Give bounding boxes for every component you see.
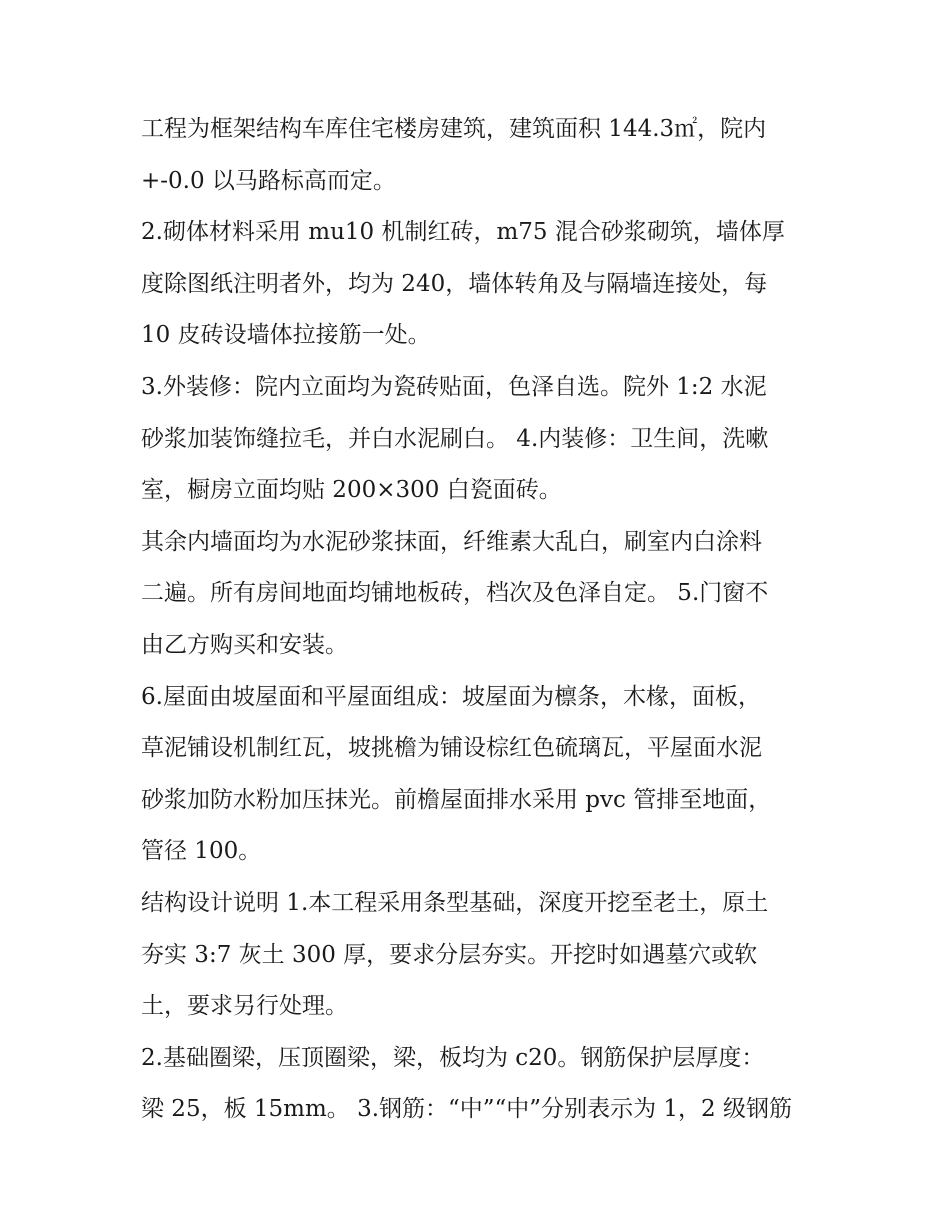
text-line: 3.外装修：院内立面均为瓷砖贴面，色泽自选。院外 1:2 水泥 [141,373,767,400]
text-line: 二遍。所有房间地面均铺地板砖，档次及色泽自定。 5.门窗不 [141,580,769,607]
text-line: 室，橱房立面均贴 200×300 白瓷面砖。 [141,477,562,504]
text-line: 6.屋面由坡屋面和平屋面组成：坡屋面为檩条，木椽，面板， [141,683,761,710]
document-body [141,104,821,1136]
text-line: 10 皮砖设墙体拉接筋一处。 [141,322,431,349]
text-line: 度除图纸注明者外，均为 240，墙体转角及与隔墙连接处，每 [141,270,768,297]
text-line: 管径 100。 [141,838,262,865]
text-line: 2.基础圈梁，压顶圈梁，梁，板均为 c20。钢筋保护层厚度： [141,1044,765,1071]
text-line: 夯实 3:7 灰土 300 厚，要求分层夯实。开挖时如遇墓穴或软 [141,941,758,968]
text-line: 2.砌体材料采用 mu10 机制红砖，m75 混合砂浆砌筑，墙体厚 [141,219,785,246]
text-line: 工程为框架结构车库住宅楼房建筑，建筑面积 144.3㎡，院内 [141,116,767,142]
text-line: 由乙方购买和安装。 [141,631,348,658]
text-line: 梁 25，板 15mm。 3.钢筋：“中”“中”分别表示为 1，2 级钢筋 [141,1096,792,1123]
text-line: +-0.0 以马路标高而定。 [141,167,396,194]
text-line: 草泥铺设机制红瓦，坡挑檐为铺设棕红色硫璃瓦，平屋面水泥 [141,735,762,762]
text-line: 其余内墙面均为水泥砂浆抹面，纤维素大乱白，刷室内白涂料 [141,528,762,555]
text-line: 结构设计说明 1.本工程采用条型基础，深度开挖至老土，原土 [141,889,769,916]
text-line: 砂浆加装饰缝拉毛，并白水泥刷白。 4.内装修：卫生间，洗嗽 [141,425,769,452]
text-line: 砂浆加防水粉加压抹光。前檐屋面排水采用 pvc 管排至地面， [141,786,772,813]
text-line: 土，要求另行处理。 [141,993,348,1020]
